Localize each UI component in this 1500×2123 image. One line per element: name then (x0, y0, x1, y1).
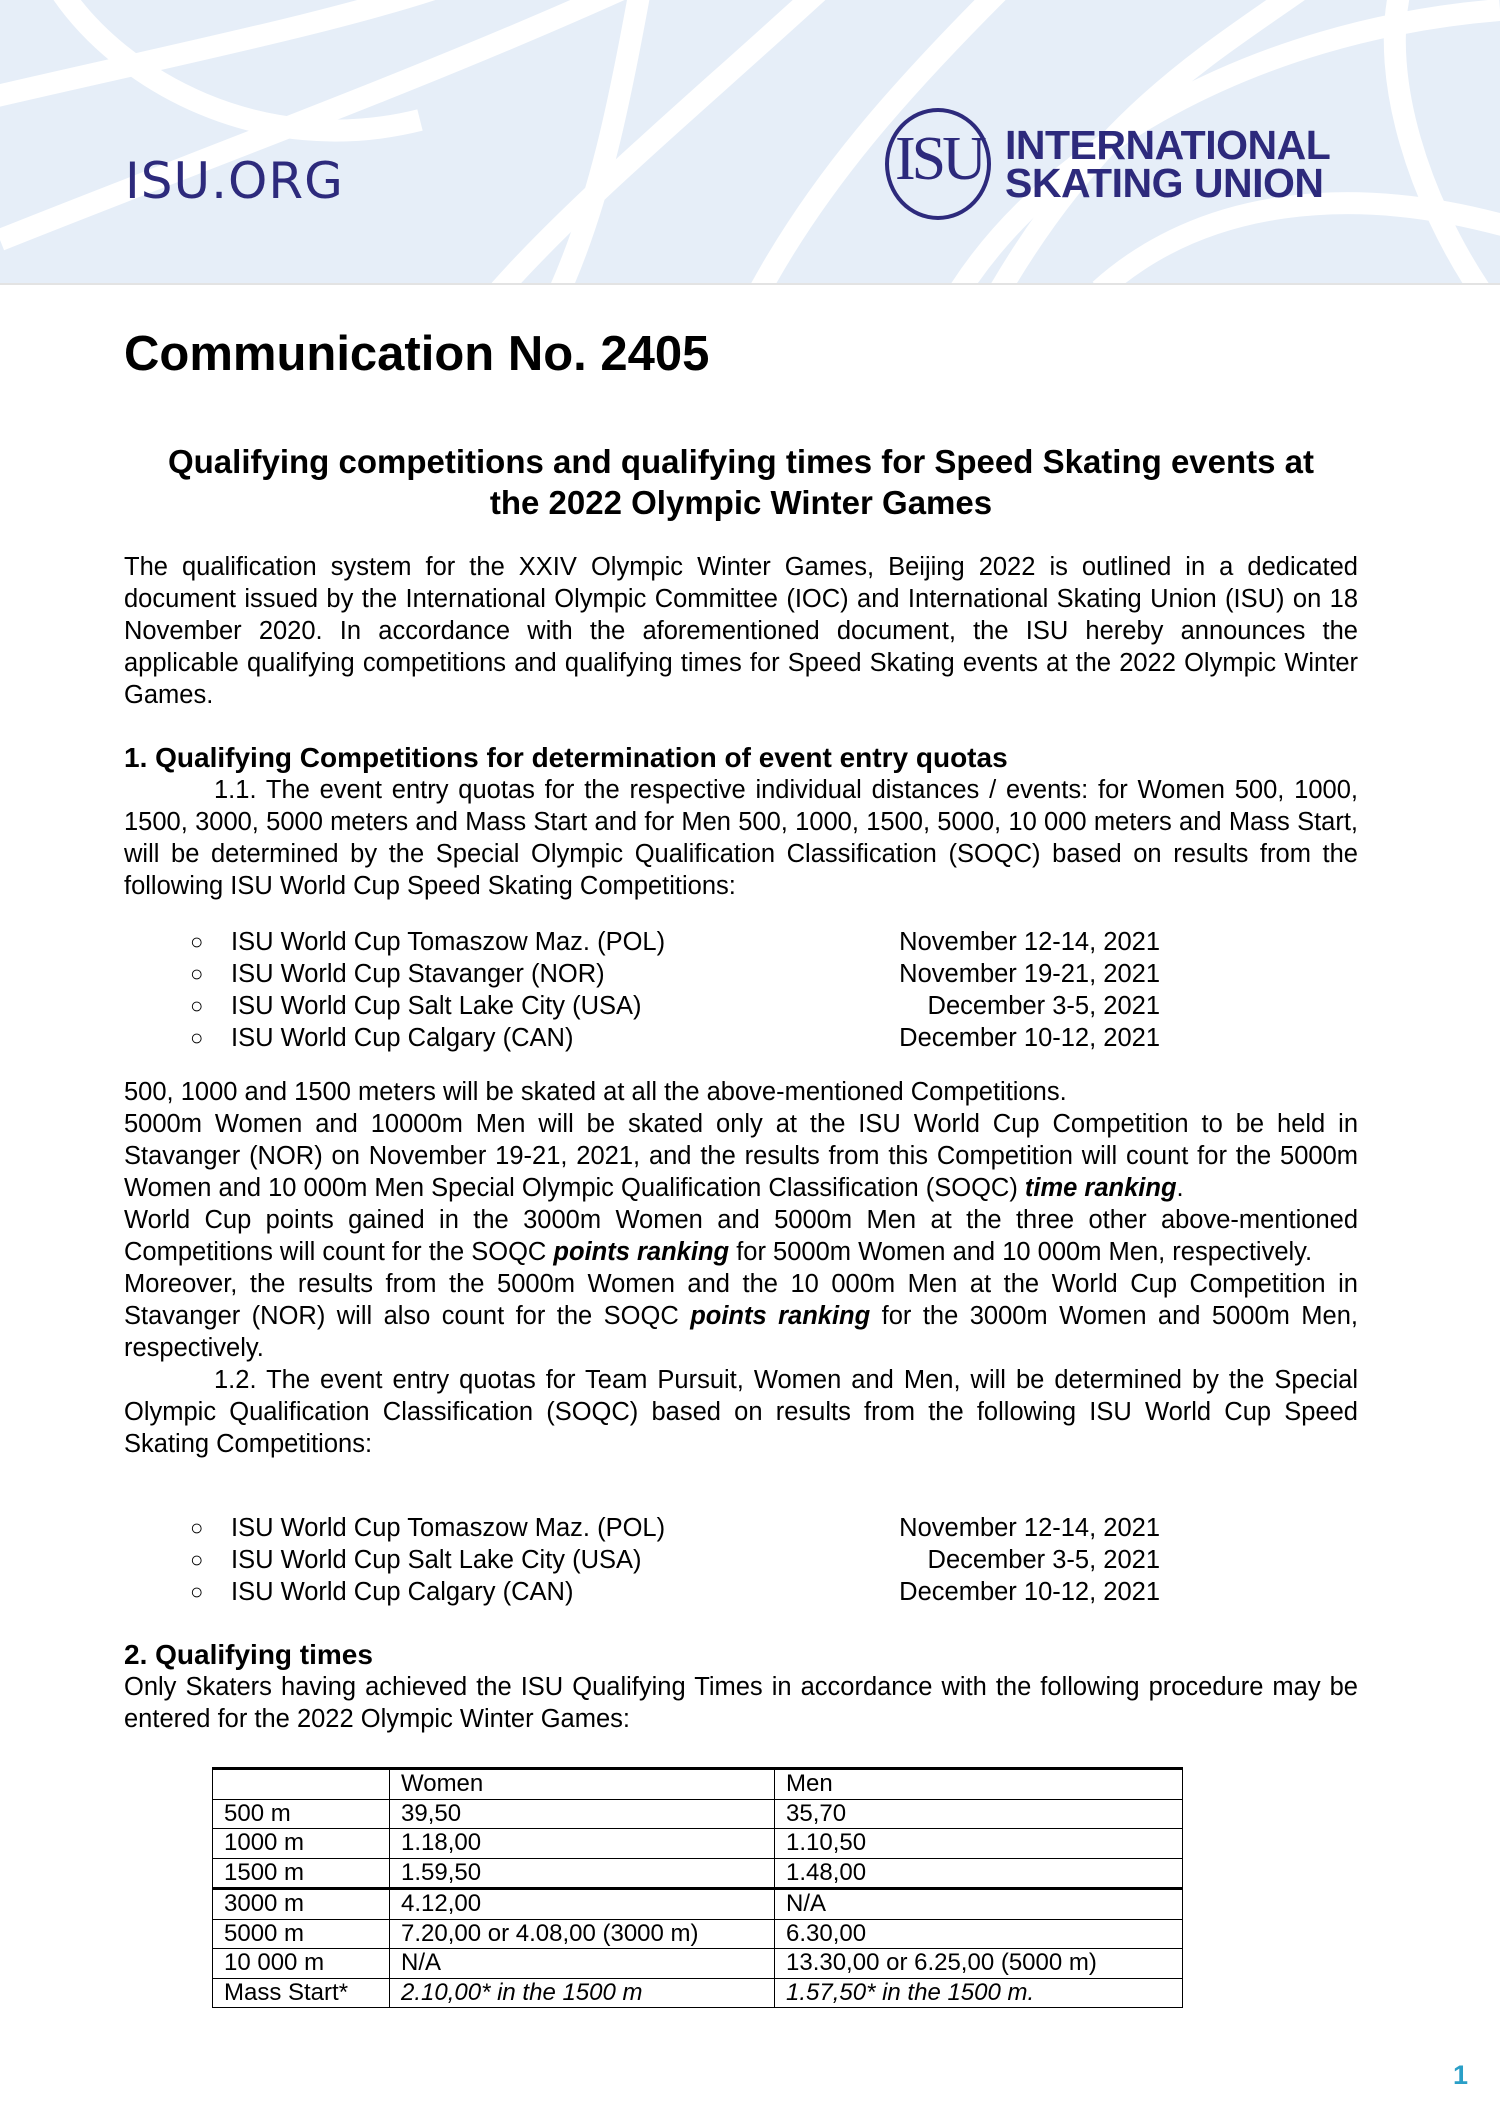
competition-name: ISU World Cup Tomaszow Maz. (POL) (231, 1514, 666, 1542)
points-note (124, 1204, 1358, 1268)
table-row (213, 1949, 1183, 1979)
cell: 1.48,00 (775, 1858, 1183, 1889)
cell: 1.10,50 (775, 1829, 1183, 1859)
list-item (190, 990, 1160, 1022)
table-header-row (213, 1769, 1183, 1800)
cell: 1.59,50 (390, 1858, 775, 1889)
table-row (213, 1858, 1183, 1889)
text: for the 3000m Women and 5000m Men, respectively. (124, 1302, 1358, 1362)
table-row (213, 1829, 1183, 1859)
cell: 2.10,00* in the 1500 m (390, 1978, 775, 2008)
logo-name-line2: SKATING UNION (1005, 160, 1324, 206)
list-item (190, 1576, 1160, 1608)
competition-date: November 12-14, 2021 (899, 1514, 1160, 1542)
competition-name: ISU World Cup Calgary (CAN) (231, 1024, 574, 1052)
page-title: Communication No. 2405 (124, 327, 710, 381)
table-row (213, 1799, 1183, 1829)
distances-note: 500, 1000 and 1500 meters will be skated at all the above-mentioned Competitions. (124, 1078, 1067, 1106)
text: for 5000m Women and 10 000m Men, respectively. (729, 1238, 1313, 1266)
header-cell (213, 1769, 390, 1800)
header-cell: Men (775, 1769, 1183, 1800)
page-header-banner (0, 0, 1500, 285)
section1-heading: 1. Qualifying Competitions for determination of event entry quotas (124, 742, 1008, 773)
moreover-note (124, 1268, 1358, 1364)
page-number: 1 (1453, 2060, 1469, 2090)
emphasis-points-ranking: points ranking (690, 1302, 871, 1330)
cell: 1.18,00 (390, 1829, 775, 1859)
logo-monogram: ISU (895, 125, 983, 193)
cell: 1500 m (213, 1858, 390, 1889)
table-row (213, 1919, 1183, 1949)
logo-name (1005, 122, 1331, 206)
emphasis-time-ranking: time ranking (1024, 1174, 1177, 1202)
subtitle-line2: the 2022 Olympic Winter Games (489, 484, 993, 521)
emphasis-points-ranking: points ranking (553, 1238, 730, 1266)
list-item (190, 958, 1160, 990)
cell: N/A (390, 1949, 775, 1979)
subtitle-line1: Qualifying competitions and qualifying times for Speed Skating events at (167, 443, 1315, 480)
bullet-icon: ○ (190, 1025, 204, 1050)
text: . (1176, 1174, 1184, 1202)
bullet-icon: ○ (190, 1547, 204, 1572)
table-row (213, 1978, 1183, 2008)
competition-date: December 3-5, 2021 (927, 992, 1160, 1020)
section1-2-text: 1.2. The event entry quotas for Team Pursuit, Women and Men, will be determined by the Special Olympic Qualification Classification (SOQC) based on results from the following ISU World Cup Speed Skating Competitions: (124, 1366, 1358, 1458)
competition-date: December 10-12, 2021 (899, 1024, 1160, 1052)
competition-list-1 (190, 926, 1160, 1054)
competition-date: December 10-12, 2021 (899, 1578, 1160, 1606)
cell: 7.20,00 or 4.08,00 (3000 m) (390, 1919, 775, 1949)
bullet-icon: ○ (190, 1515, 204, 1540)
header-cell: Women (390, 1769, 775, 1800)
section1-details (124, 1076, 1358, 1460)
cell: 5000 m (213, 1919, 390, 1949)
competition-name: ISU World Cup Calgary (CAN) (231, 1578, 574, 1606)
intro-paragraph: The qualification system for the XXIV Olympic Winter Games, Beijing 2022 is outlined in a dedicated document issued by the International Olympic Committee (IOC) and International Skating Union (ISU) on 18 November 2020. In accordance with the aforementioned document, the ISU hereby announces the applicable qualifying competitions and qualifying times for Speed Skating events at the 2022 Olympic Winter Games. (124, 553, 1358, 709)
subtitle (124, 441, 1358, 523)
cell: 1000 m (213, 1829, 390, 1859)
qualifying-times-table (212, 1767, 1183, 2008)
cell: 10 000 m (213, 1949, 390, 1979)
cell: 4.12,00 (390, 1889, 775, 1920)
cell: 39,50 (390, 1799, 775, 1829)
table-row (213, 1889, 1183, 1920)
bullet-icon: ○ (190, 993, 204, 1018)
competition-name: ISU World Cup Stavanger (NOR) (231, 960, 605, 988)
cell: 6.30,00 (775, 1919, 1183, 1949)
section1-1-paragraph (124, 774, 1358, 902)
cell: 500 m (213, 1799, 390, 1829)
cell: 3000 m (213, 1889, 390, 1920)
competition-date: November 12-14, 2021 (899, 928, 1160, 956)
competition-name: ISU World Cup Salt Lake City (USA) (231, 992, 642, 1020)
text: 5000m Women and 10000m Men will be skated only at the ISU World Cup Competition to be held in Stavanger (NOR) on November 19-21, 2021, and the results from this Competition will count for the 5000m Women and 10 000m Men Special Olympic Qualification Classification (SOQC) (124, 1110, 1358, 1202)
competition-date: November 19-21, 2021 (899, 960, 1160, 988)
list-item (190, 926, 1160, 958)
cell: Mass Start* (213, 1978, 390, 2008)
isu-logo (885, 108, 1365, 224)
bullet-icon: ○ (190, 961, 204, 986)
competition-name: ISU World Cup Tomaszow Maz. (POL) (231, 928, 666, 956)
section1-2-paragraph (124, 1364, 1358, 1460)
list-item (190, 1512, 1160, 1544)
cell: 1.57,50* in the 1500 m. (775, 1978, 1183, 2008)
logo-name-line1: INTERNATIONAL (1005, 122, 1331, 168)
cell: N/A (775, 1889, 1183, 1920)
stavanger-note (124, 1108, 1358, 1204)
bullet-icon: ○ (190, 929, 204, 954)
cell: 13.30,00 or 6.25,00 (5000 m) (775, 1949, 1183, 1979)
section2-paragraph: Only Skaters having achieved the ISU Qualifying Times in accordance with the following procedure may be entered for the 2022 Olympic Winter Games: (124, 1673, 1358, 1733)
cell: 35,70 (775, 1799, 1183, 1829)
text: World Cup points gained in the 3000m Women and 5000m Men at the three other above-mentioned Competitions will count for the SOQC (124, 1206, 1358, 1266)
section2-heading: 2. Qualifying times (124, 1639, 373, 1670)
list-item (190, 1022, 1160, 1054)
competition-list-2 (190, 1512, 1160, 1608)
site-url: ISU.ORG (125, 152, 344, 210)
list-item (190, 1544, 1160, 1576)
competition-name: ISU World Cup Salt Lake City (USA) (231, 1546, 642, 1574)
section1-1-text: 1.1. The event entry quotas for the respective individual distances / events: for Women 500, 1000, 1500, 3000, 5000 meters and Mass Start and for Men 500, 1000, 1500, 5000, 10 000 meters and Mass Start, will be determined by the Special Olympic Qualification Classification (SOQC) based on results from the following ISU World Cup Speed Skating Competitions: (124, 776, 1358, 900)
text: Moreover, the results from the 5000m Women and the 10 000m Men at the World Cup Competition in Stavanger (NOR) will also count for the SOQC (124, 1270, 1358, 1330)
competition-date: December 3-5, 2021 (927, 1546, 1160, 1574)
bullet-icon: ○ (190, 1579, 204, 1604)
